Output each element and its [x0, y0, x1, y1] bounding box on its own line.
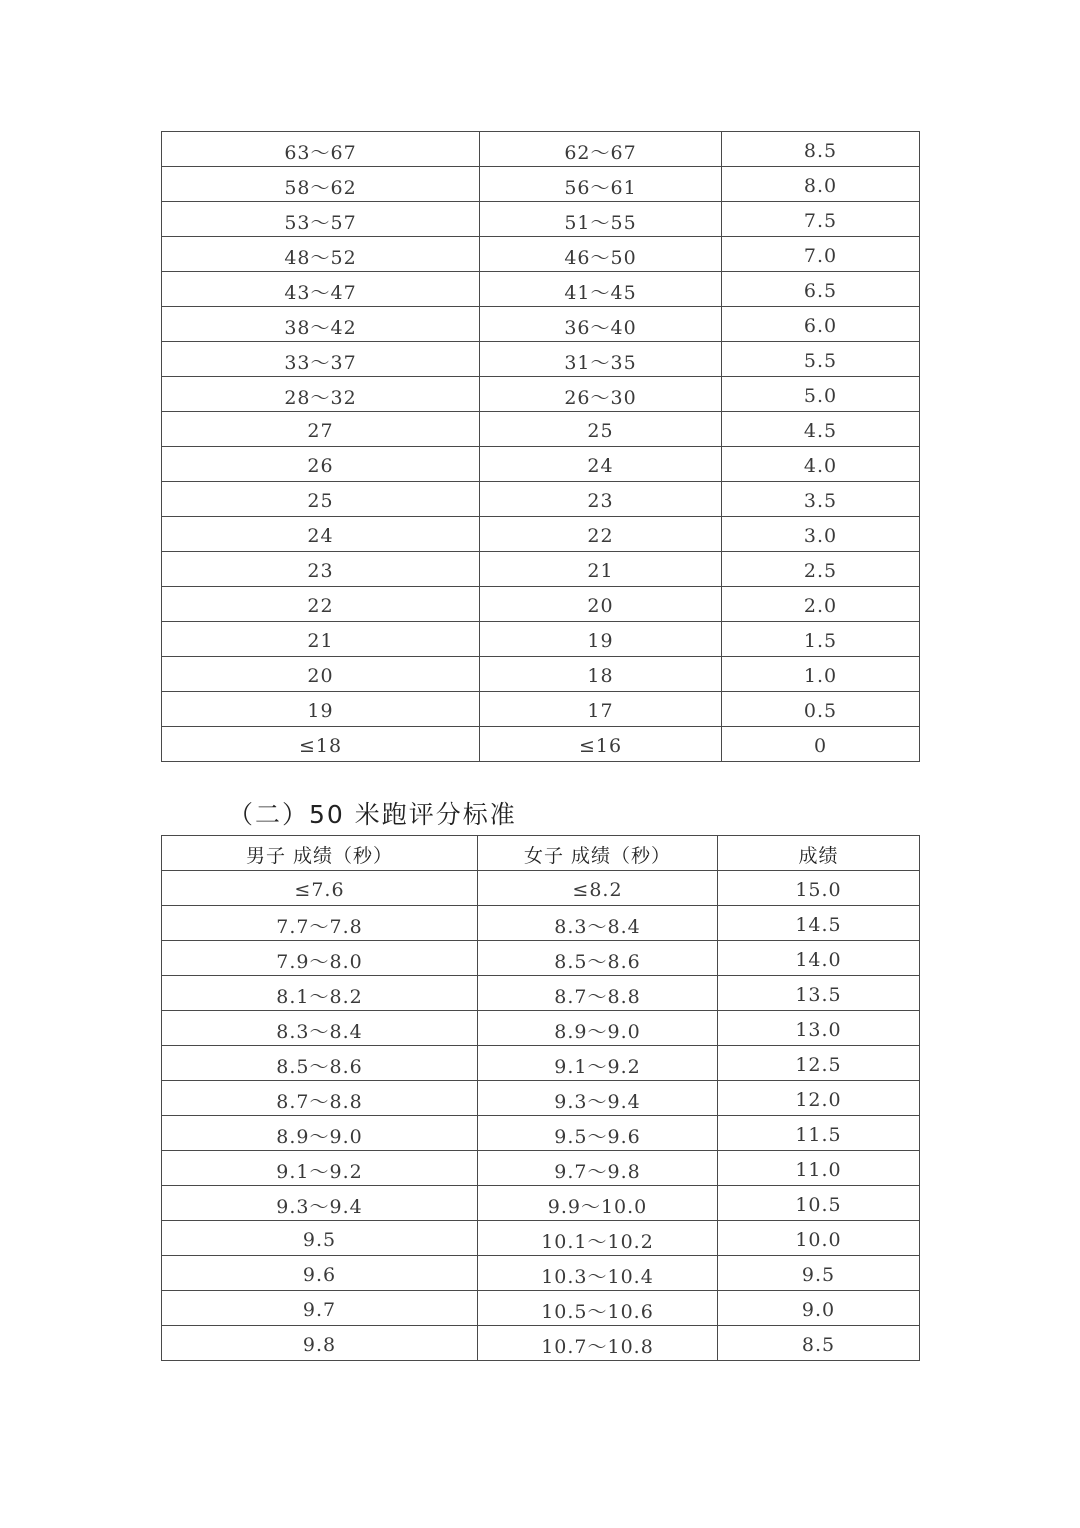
male-cell: 33～37: [162, 342, 480, 377]
score-cell: 11.5: [718, 1116, 920, 1151]
female-cell: 36～40: [480, 307, 722, 342]
female-cell: 56～61: [480, 167, 722, 202]
score-cell: 9.5: [718, 1256, 920, 1291]
table-row: [162, 1046, 920, 1081]
female-cell: 10.5～10.6: [478, 1291, 718, 1326]
female-cell: 46～50: [480, 237, 722, 272]
male-cell: 21: [162, 622, 480, 657]
score-table-50m-run: [161, 835, 920, 1361]
table-row: [162, 976, 920, 1011]
table-row: [162, 202, 920, 237]
male-cell: 8.9～9.0: [162, 1116, 478, 1151]
table-row: [162, 1186, 920, 1221]
score-cell: 12.5: [718, 1046, 920, 1081]
female-cell: 10.1～10.2: [478, 1221, 718, 1256]
score-cell: 0.5: [722, 692, 920, 727]
score-cell: 7.5: [722, 202, 920, 237]
score-cell: 0: [722, 727, 920, 762]
table-row: [162, 237, 920, 272]
table-row: [162, 1221, 920, 1256]
score-cell: 1.0: [722, 657, 920, 692]
table-row: [162, 1116, 920, 1151]
score-cell: 3.0: [722, 517, 920, 552]
female-cell: 20: [480, 587, 722, 622]
table-row: [162, 412, 920, 447]
table-row: [162, 871, 920, 906]
table-row: [162, 1256, 920, 1291]
header-female-result: 女子 成绩（秒）: [478, 836, 718, 871]
female-cell: 24: [480, 447, 722, 482]
female-cell: 26～30: [480, 377, 722, 412]
male-cell: 58～62: [162, 167, 480, 202]
table-row: [162, 1151, 920, 1186]
male-cell: 28～32: [162, 377, 480, 412]
male-cell: 7.7～7.8: [162, 906, 478, 941]
score-cell: 3.5: [722, 482, 920, 517]
score-cell: 10.0: [718, 1221, 920, 1256]
male-cell: 25: [162, 482, 480, 517]
male-cell: 22: [162, 587, 480, 622]
female-cell: 9.7～9.8: [478, 1151, 718, 1186]
score-cell: 8.0: [722, 167, 920, 202]
male-cell: 9.6: [162, 1256, 478, 1291]
table-row: [162, 132, 920, 167]
score-cell: 6.5: [722, 272, 920, 307]
female-cell: 41～45: [480, 272, 722, 307]
female-cell: 9.1～9.2: [478, 1046, 718, 1081]
male-cell: ≤7.6: [162, 871, 478, 906]
female-cell: 18: [480, 657, 722, 692]
male-cell: 27: [162, 412, 480, 447]
table-row: [162, 552, 920, 587]
score-cell: 1.5: [722, 622, 920, 657]
score-cell: 4.0: [722, 447, 920, 482]
female-cell: 9.9～10.0: [478, 1186, 718, 1221]
male-cell: 63～67: [162, 132, 480, 167]
female-cell: ≤8.2: [478, 871, 718, 906]
score-cell: 5.0: [722, 377, 920, 412]
female-cell: 8.3～8.4: [478, 906, 718, 941]
table-row: [162, 1326, 920, 1361]
score-cell: 12.0: [718, 1081, 920, 1116]
male-cell: 8.3～8.4: [162, 1011, 478, 1046]
female-cell: 23: [480, 482, 722, 517]
score-table-50m-run-header: [162, 836, 920, 871]
score-cell: 11.0: [718, 1151, 920, 1186]
male-cell: 19: [162, 692, 480, 727]
score-cell: 13.0: [718, 1011, 920, 1046]
score-cell: 15.0: [718, 871, 920, 906]
table-row: [162, 657, 920, 692]
table-row: [162, 587, 920, 622]
male-cell: 53～57: [162, 202, 480, 237]
male-cell: 8.1～8.2: [162, 976, 478, 1011]
male-cell: 9.7: [162, 1291, 478, 1326]
female-cell: 9.3～9.4: [478, 1081, 718, 1116]
table-row: [162, 272, 920, 307]
score-cell: 6.0: [722, 307, 920, 342]
female-cell: 22: [480, 517, 722, 552]
table-row: [162, 622, 920, 657]
score-cell: 4.5: [722, 412, 920, 447]
female-cell: 51～55: [480, 202, 722, 237]
score-cell: 5.5: [722, 342, 920, 377]
female-cell: 21: [480, 552, 722, 587]
table-row: [162, 906, 920, 941]
table-row: [162, 1081, 920, 1116]
table-row: [162, 1291, 920, 1326]
female-cell: ≤16: [480, 727, 722, 762]
score-cell: 14.0: [718, 941, 920, 976]
table-row: [162, 447, 920, 482]
score-cell: 8.5: [722, 132, 920, 167]
female-cell: 8.9～9.0: [478, 1011, 718, 1046]
table-row: [162, 377, 920, 412]
table-row: [162, 167, 920, 202]
female-cell: 19: [480, 622, 722, 657]
section-heading-50m-run: （二）50 米跑评分标准: [228, 800, 517, 829]
female-cell: 10.3～10.4: [478, 1256, 718, 1291]
male-cell: 43～47: [162, 272, 480, 307]
male-cell: 20: [162, 657, 480, 692]
score-cell: 14.5: [718, 906, 920, 941]
table-row: [162, 1011, 920, 1046]
score-table-continued-body: [162, 132, 920, 762]
table-row: [162, 692, 920, 727]
male-cell: ≤18: [162, 727, 480, 762]
male-cell: 38～42: [162, 307, 480, 342]
male-cell: 7.9～8.0: [162, 941, 478, 976]
score-table-continued: [161, 131, 920, 762]
female-cell: 31～35: [480, 342, 722, 377]
female-cell: 8.5～8.6: [478, 941, 718, 976]
table-row: [162, 342, 920, 377]
table-row: [162, 941, 920, 976]
score-cell: 10.5: [718, 1186, 920, 1221]
female-cell: 8.7～8.8: [478, 976, 718, 1011]
male-cell: 48～52: [162, 237, 480, 272]
table-row: [162, 517, 920, 552]
male-cell: 9.8: [162, 1326, 478, 1361]
female-cell: 10.7～10.8: [478, 1326, 718, 1361]
header-row: [162, 836, 920, 871]
score-cell: 2.5: [722, 552, 920, 587]
score-table-50m-run-body: [162, 871, 920, 1361]
female-cell: 25: [480, 412, 722, 447]
score-cell: 2.0: [722, 587, 920, 622]
table-row: [162, 307, 920, 342]
male-cell: 26: [162, 447, 480, 482]
table-row: [162, 482, 920, 517]
female-cell: 9.5～9.6: [478, 1116, 718, 1151]
male-cell: 24: [162, 517, 480, 552]
header-score: 成绩: [718, 836, 920, 871]
female-cell: 17: [480, 692, 722, 727]
table-row: [162, 727, 920, 762]
male-cell: 23: [162, 552, 480, 587]
male-cell: 8.7～8.8: [162, 1081, 478, 1116]
female-cell: 62～67: [480, 132, 722, 167]
male-cell: 8.5～8.6: [162, 1046, 478, 1081]
score-cell: 13.5: [718, 976, 920, 1011]
header-male-result: 男子 成绩（秒）: [162, 836, 478, 871]
score-cell: 7.0: [722, 237, 920, 272]
score-cell: 9.0: [718, 1291, 920, 1326]
male-cell: 9.5: [162, 1221, 478, 1256]
score-cell: 8.5: [718, 1326, 920, 1361]
male-cell: 9.3～9.4: [162, 1186, 478, 1221]
male-cell: 9.1～9.2: [162, 1151, 478, 1186]
